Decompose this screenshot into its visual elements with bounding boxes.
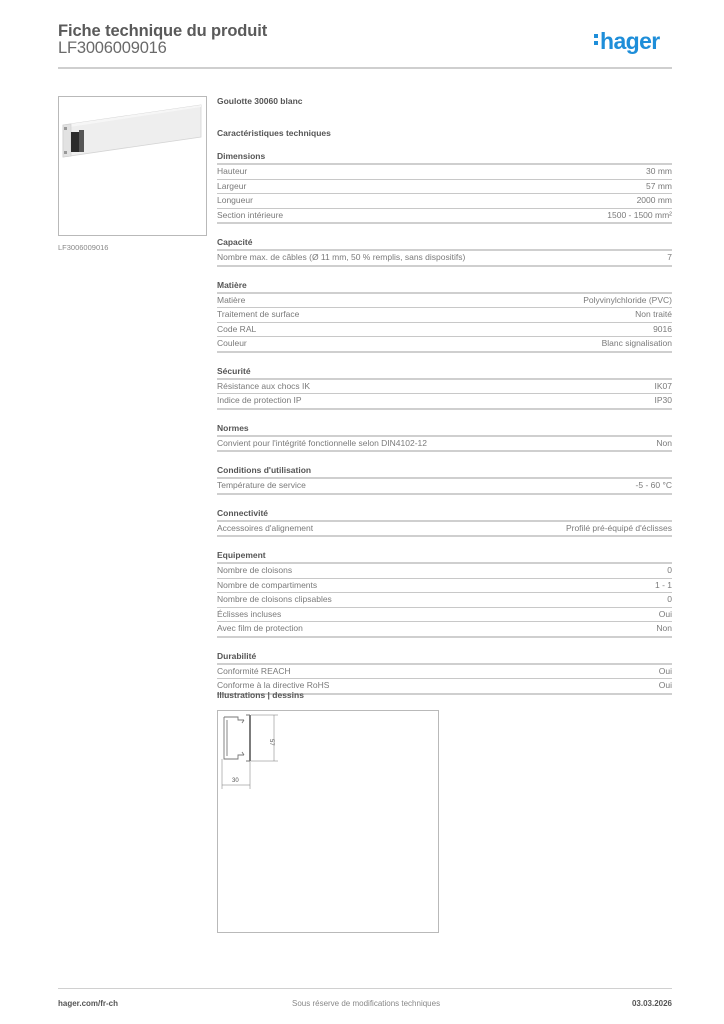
- spec-row: [217, 180, 672, 195]
- spec-label: Éclisses incluses: [217, 608, 282, 619]
- spec-row: [217, 479, 672, 495]
- group-capacity: [217, 237, 672, 267]
- spec-label: Accessoires d'alignement: [217, 522, 314, 533]
- group-title: Matière: [217, 280, 672, 294]
- spec-label: Largeur: [217, 180, 247, 191]
- spec-value: 9016: [653, 323, 672, 334]
- group-durability: [217, 651, 672, 695]
- group-title: Normes: [217, 423, 672, 437]
- brand-name: hager: [600, 28, 660, 54]
- spec-label: Longueur: [217, 195, 253, 205]
- spec-value: Blanc signalisation: [601, 338, 672, 348]
- spec-row: [217, 593, 672, 608]
- spec-row: [217, 380, 672, 395]
- group-safety: [217, 366, 672, 410]
- spec-value: IP30: [654, 395, 672, 405]
- footer-divider: [58, 988, 672, 989]
- product-photo: [58, 96, 207, 236]
- spec-label: Nombre de compartiments: [217, 579, 318, 590]
- drawing-width-label: 30: [232, 778, 239, 784]
- spec-row: [217, 522, 672, 538]
- spec-label: Résistance aux chocs IK: [217, 380, 311, 391]
- brand-logo: [594, 28, 660, 55]
- spec-label: Nombre de cloisons clipsables: [217, 594, 332, 604]
- illustrations-heading: Illustrations | dessins: [217, 690, 304, 700]
- spec-value: 1500 - 1500 mm²: [607, 209, 672, 220]
- spec-label: Température de service: [217, 480, 306, 490]
- spec-row: [217, 194, 672, 209]
- spec-label: Avec film de protection: [217, 623, 303, 633]
- spec-row: [217, 608, 672, 623]
- document-date: 03.03.2026: [631, 999, 672, 1008]
- spec-row: [217, 622, 672, 638]
- spec-label: Indice de protection IP: [217, 395, 302, 405]
- spec-label: Conformité REACH: [217, 665, 291, 676]
- spec-row: [217, 323, 672, 338]
- group-title: Connectivité: [217, 508, 672, 522]
- group-title: Capacité: [217, 237, 672, 251]
- photo-caption: LF3006009016: [58, 243, 109, 252]
- spec-label: Matière: [217, 294, 246, 305]
- spec-value: Oui: [658, 608, 672, 619]
- group-title: Conditions d'utilisation: [217, 465, 672, 479]
- specifications: [217, 96, 672, 695]
- group-title: Equipement: [217, 550, 672, 564]
- spec-row: [217, 579, 672, 594]
- spec-row: [217, 209, 672, 225]
- spec-row: [217, 308, 672, 323]
- spec-value: 1 - 1: [654, 579, 672, 590]
- group-title: Durabilité: [217, 651, 672, 665]
- spec-label: Section intérieure: [217, 209, 284, 220]
- spec-value: Oui: [658, 680, 672, 690]
- spec-value: Profilé pré-équipé d'éclisses: [565, 522, 672, 533]
- spec-value: 57 mm: [646, 180, 672, 191]
- product-name: Goulotte 30060 blanc: [217, 96, 303, 106]
- spec-row: [217, 251, 672, 267]
- spec-value: Oui: [658, 665, 672, 676]
- spec-value: 0: [667, 565, 672, 575]
- spec-row: [217, 564, 672, 579]
- spec-row: [217, 437, 672, 453]
- technical-characteristics-heading: Caractéristiques techniques: [217, 128, 331, 138]
- spec-value: -5 - 60 °C: [635, 480, 672, 490]
- spec-label: Traitement de surface: [217, 309, 300, 319]
- spec-label: Hauteur: [217, 166, 248, 176]
- spec-row: [217, 294, 672, 309]
- group-dimensions: [217, 151, 672, 224]
- spec-label: Couleur: [217, 338, 247, 348]
- spec-label: Conforme à la directive RoHS: [217, 680, 330, 690]
- spec-value: Polyvinylchloride (PVC): [583, 294, 672, 305]
- spec-label: Nombre max. de câbles (Ø 11 mm, 50 % remplis, sans dispositifs): [217, 252, 466, 262]
- group-standards: [217, 423, 672, 453]
- spec-value: IK07: [654, 380, 672, 391]
- spec-value: Non: [656, 437, 672, 448]
- spec-value: 30 mm: [646, 166, 672, 176]
- group-operating-conditions: [217, 465, 672, 495]
- spec-label: Code RAL: [217, 323, 257, 334]
- group-equipment: [217, 550, 672, 638]
- group-title: Dimensions: [217, 151, 672, 165]
- product-reference: LF3006009016: [58, 39, 167, 57]
- spec-value: 0: [667, 594, 672, 604]
- drawing-height-label: 57: [268, 739, 274, 746]
- spec-value: Non traité: [635, 309, 672, 319]
- spec-row: [217, 394, 672, 410]
- spec-label: Nombre de cloisons: [217, 565, 293, 575]
- document-title: Fiche technique du produit: [58, 22, 268, 40]
- footer-disclaimer: Sous réserve de modifications techniques: [292, 999, 441, 1008]
- group-title: Sécurité: [217, 366, 672, 380]
- group-material: [217, 280, 672, 353]
- website-link[interactable]: hager.com/fr-ch: [58, 999, 119, 1008]
- spec-row: [217, 337, 672, 353]
- logo-colon-icon: [594, 31, 598, 48]
- cross-section-drawing-icon: [218, 711, 438, 932]
- spec-row: [217, 665, 672, 680]
- spec-row: [217, 165, 672, 180]
- spec-value: Non: [656, 623, 672, 633]
- header-divider: [58, 67, 672, 69]
- technical-drawing-frame: [217, 710, 439, 933]
- spec-value: 2000 mm: [636, 195, 672, 205]
- cable-trunking-image-icon: [59, 97, 206, 235]
- group-connectivity: [217, 508, 672, 538]
- spec-value: 7: [667, 252, 672, 262]
- spec-label: Convient pour l'intégrité fonctionnelle selon DIN4102-12: [217, 437, 428, 448]
